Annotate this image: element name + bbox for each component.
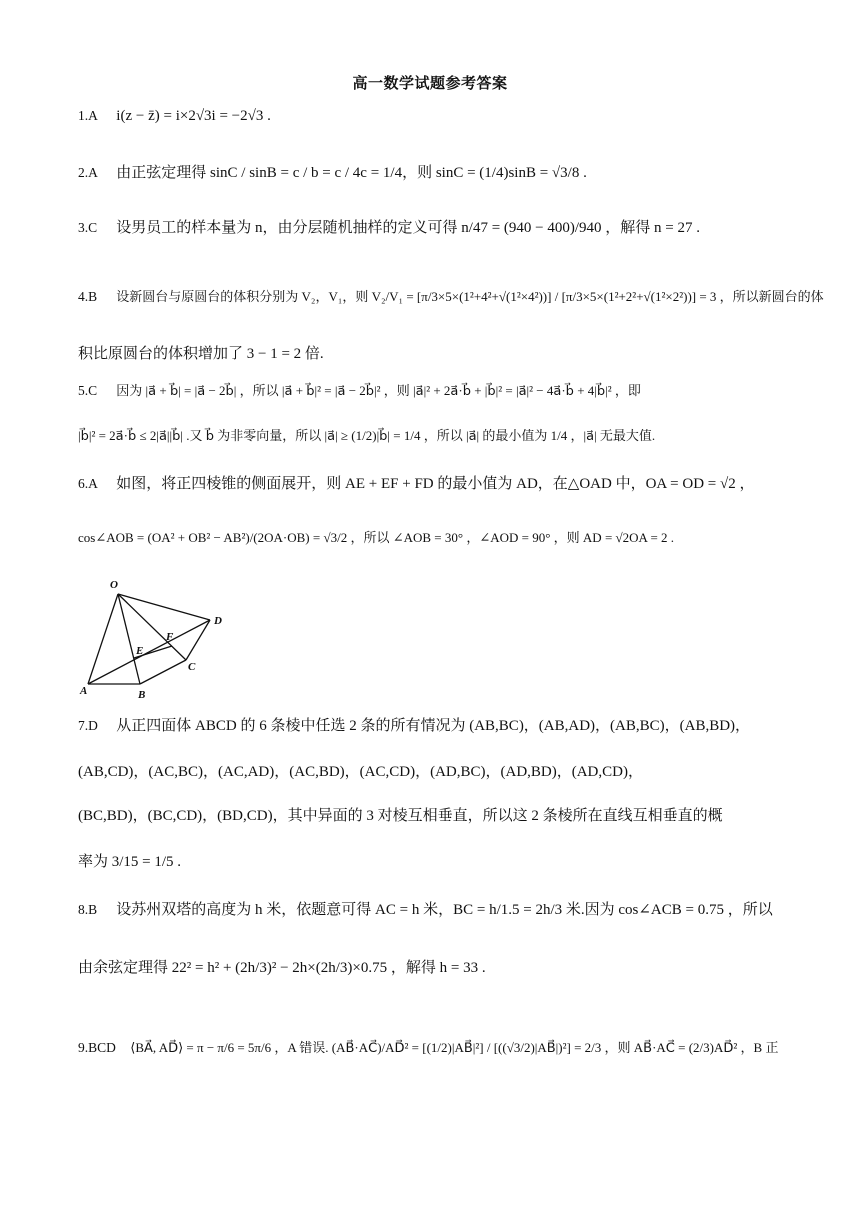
- answer-text: 如图，将正四棱锥的侧面展开，则 AE + EF + FD 的最小值为 AD，在△OAD 中，OA = OD = √2 ，: [116, 476, 755, 492]
- answer-number: 1.A: [78, 108, 98, 123]
- answer-item-7: [78, 716, 788, 736]
- answer-item-3: [78, 218, 788, 238]
- answer-text: 设苏州双塔的高度为 h 米，依题意可得 AC = h 米，BC = h/1.5 = 2h/3 米.因为 cos∠ACB = 0.75 ，所以: [116, 902, 773, 918]
- answer-text: 设男员工的样本量为 n，由分层随机抽样的定义可得 n/47 = (940 − 400)/940 ，解得 n = 27 .: [116, 220, 701, 236]
- figure-label-c: C: [188, 661, 196, 673]
- answer-text: ⟨BA⃗, AD⃗⟩ = π − π/6 = 5π/6 ，A 错误. (AB⃗·AC⃗)/AD⃗² = [(1/2)|AB⃗|²] / [((√3/2)|AB⃗|)²] = 2/3 ，则 AB⃗·AC⃗ = (2/3)AD⃗² ，B 正: [130, 1040, 779, 1055]
- answer-text: (AB,CD)，(AC,BC)，(AC,AD)，(AC,BD)，(AC,CD)，(AD,BC)，(AD,BD)，(AD,CD)，: [78, 764, 643, 780]
- answer-item-9: [78, 1038, 788, 1058]
- answer-text: 率为 3/15 = 1/5 .: [78, 854, 182, 870]
- figure-label-d: D: [214, 615, 222, 627]
- figure-label-b: B: [138, 689, 146, 701]
- answer-number: 5.C: [78, 383, 98, 398]
- answer-number: 2.A: [78, 165, 98, 180]
- answer-text: 由正弦定理得 sinC / sinB = c / b = c / 4c = 1/4，则 sinC = (1/4)sinB = √3/8 .: [116, 165, 587, 181]
- answer-item-7-continued: [78, 806, 788, 826]
- answer-number: 7.D: [78, 718, 98, 733]
- answer-number: 8.B: [78, 902, 98, 917]
- answer-text: 由余弦定理得 22² = h² + (2h/3)² − 2h×(2h/3)×0.75 ，解得 h = 33 .: [78, 960, 486, 976]
- answer-item-5: [78, 381, 788, 401]
- page-title: 高一数学试题参考答案: [352, 74, 508, 92]
- answer-item-4-continued: [78, 344, 788, 364]
- figure-label-o: O: [110, 579, 118, 591]
- answer-text: i(z − z̄) = i×2√3i = −2√3 .: [116, 108, 271, 124]
- answer-item-4: [78, 287, 824, 307]
- answer-text: |b⃗|² = 2a⃗·b⃗ ≤ 2|a⃗||b⃗| .又 b⃗ 为非零向量，所以 |a⃗| ≥ (1/2)|b⃗| = 1/4 ，所以 |a⃗| 的最小值为 1/4 ，|a⃗| 无最大值.: [78, 428, 656, 443]
- answer-item-2: [78, 163, 788, 183]
- answer-text: (BC,BD)，(BC,CD)，(BD,CD)，其中异面的 3 对棱互相垂直，所以这 2 条棱所在直线互相垂直的概: [78, 808, 723, 824]
- answer-item-6: [78, 474, 788, 494]
- answer-number: 4.B: [78, 289, 98, 304]
- answer-text: 设新圆台与原圆台的体积分别为 V₂，V₁，则 V₂/V₁ = [π/3×5×(1²+4²+√(1²×4²))] / [π/3×5×(1²+2²+√(1²×2²))] = 3 ，所以新圆台的体: [116, 289, 824, 304]
- answer-text: 因为 |a⃗ + b⃗| = |a⃗ − 2b⃗| ，所以 |a⃗ + b⃗|² = |a⃗ − 2b⃗|² ，则 |a⃗|² + 2a⃗·b⃗ + |b⃗|² = |a⃗|² − 4a⃗·b⃗ + 4|b⃗|² ，即: [116, 383, 641, 398]
- answer-number: 6.A: [78, 476, 98, 491]
- figure-label-e: E: [136, 645, 144, 657]
- answer-text: 从正四面体 ABCD 的 6 条棱中任选 2 条的所有情况为 (AB,BC)，(AB,AD)，(AB,BC)，(AB,BD)，: [116, 718, 751, 734]
- answer-item-5-continued: [78, 426, 788, 446]
- answer-text: 积比原圆台的体积增加了 3 − 1 = 2 倍.: [78, 346, 324, 362]
- answer-item-1: [78, 106, 788, 126]
- figure-label-a: A: [80, 685, 88, 697]
- answer-text: cos∠AOB = (OA² + OB² − AB²)/(2OA·OB) = √3/2 ，所以 ∠AOB = 30° ，∠AOD = 90° ，则 AD = √2OA = 2 .: [78, 530, 675, 545]
- answer-item-6-continued: [78, 528, 788, 548]
- answer-item-8-continued: [78, 958, 788, 978]
- answer-number: 9.BCD: [78, 1040, 116, 1055]
- pyramid-unfold-figure: [78, 572, 238, 702]
- answer-item-8: [78, 900, 788, 920]
- answer-item-7-continued: [78, 852, 788, 872]
- figure-label-f: F: [166, 631, 174, 643]
- answer-number: 3.C: [78, 220, 98, 235]
- answer-item-7-continued: [78, 762, 788, 782]
